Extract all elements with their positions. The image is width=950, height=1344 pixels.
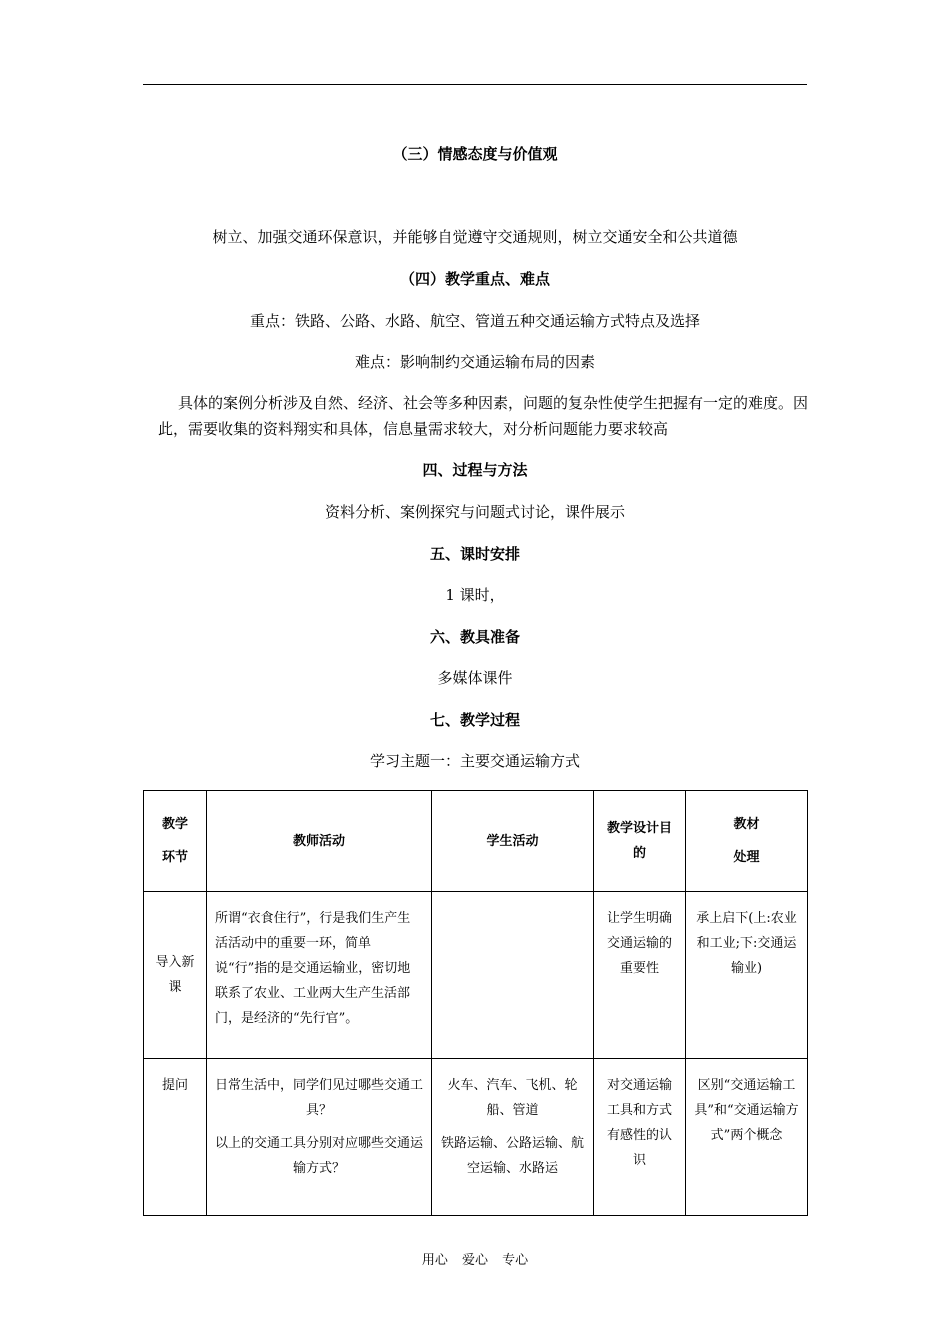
row1-teacher-activity: 所谓“衣食住行”，行是我们生产生活活动中的重要一环，简单说“行”指的是交通运输业，密切地联系了农业、工业两大生产生活部门，是经济的“先行官”。: [207, 892, 432, 1059]
process-text: 资料分析、案例探究与问题式讨论，课件展示: [324, 503, 625, 521]
table-row: [144, 1059, 808, 1216]
page-footer: 用心 爱心 专心: [421, 1253, 529, 1268]
difficult-point-text: 难点：影响制约交通运输布局的因素: [354, 353, 595, 371]
header-student-activity: 学生活动: [432, 791, 594, 892]
row2-student-answer-2: 铁路运输、公路运输、航空运输、水路运: [440, 1136, 584, 1176]
schedule-title: 五、课时安排: [429, 545, 520, 563]
header-material: 教材 处理: [686, 791, 808, 892]
emotion-title: （三）情感态度与价值观: [392, 145, 558, 163]
emotion-text: 树立、加强交通环保意识，并能够自觉遵守交通规则，树立交通安全和公共道德: [212, 228, 738, 246]
header-teacher-activity: 教师活动: [207, 791, 432, 892]
tools-title: 六、教具准备: [429, 628, 520, 646]
process-title: 四、过程与方法: [422, 461, 528, 479]
table-row: [144, 892, 808, 1059]
row2-student-answer-1: 火车、汽车、飞机、轮船、管道: [447, 1078, 578, 1118]
header-rule: [143, 84, 807, 85]
key-point-text: 重点：铁路、公路、水路、航空、管道五种交通运输方式特点及选择: [249, 312, 700, 330]
row2-stage: 提问: [144, 1059, 207, 1216]
schedule-text: 1 课时，: [445, 586, 505, 604]
keypoints-title: （四）教学重点、难点: [399, 270, 550, 288]
difficulty-paragraph: 具体的案例分析涉及自然、经济、社会等多种因素，问题的复杂性使学生把握有一定的难度。因此，需要收集的资料翔实和具体，信息量需求较大，对分析问题能力要求较高: [158, 394, 809, 438]
topic-title: 学习主题一：主要交通运输方式: [369, 752, 580, 770]
row1-stage: 导入新课: [144, 892, 207, 1059]
row2-design-purpose: 对交通运输工具和方式有感性的认识: [594, 1059, 686, 1216]
header-design-purpose: 教学设计目的: [594, 791, 686, 892]
table-header-row: [144, 791, 808, 892]
tools-text: 多媒体课件: [437, 669, 513, 687]
row1-student-activity: [432, 892, 594, 1059]
header-stage: 教学 环节: [144, 791, 207, 892]
row2-teacher-question-2: 以上的交通工具分别对应哪些交通运输方式？: [215, 1136, 424, 1176]
row2-teacher-activity: [207, 1059, 432, 1216]
row1-material: 承上启下(上:农业和工业;下:交通运输业): [686, 892, 808, 1059]
row2-student-activity: [432, 1059, 594, 1216]
row2-teacher-question-1: 日常生活中，同学们见过哪些交通工具？: [215, 1078, 424, 1118]
row2-material: 区别“交通运输工具”和“交通运输方式”两个概念: [686, 1059, 808, 1216]
teaching-process-table: [143, 790, 808, 1216]
teaching-process-title: 七、教学过程: [429, 711, 520, 729]
row1-design-purpose: 让学生明确交通运输的重要性: [594, 892, 686, 1059]
